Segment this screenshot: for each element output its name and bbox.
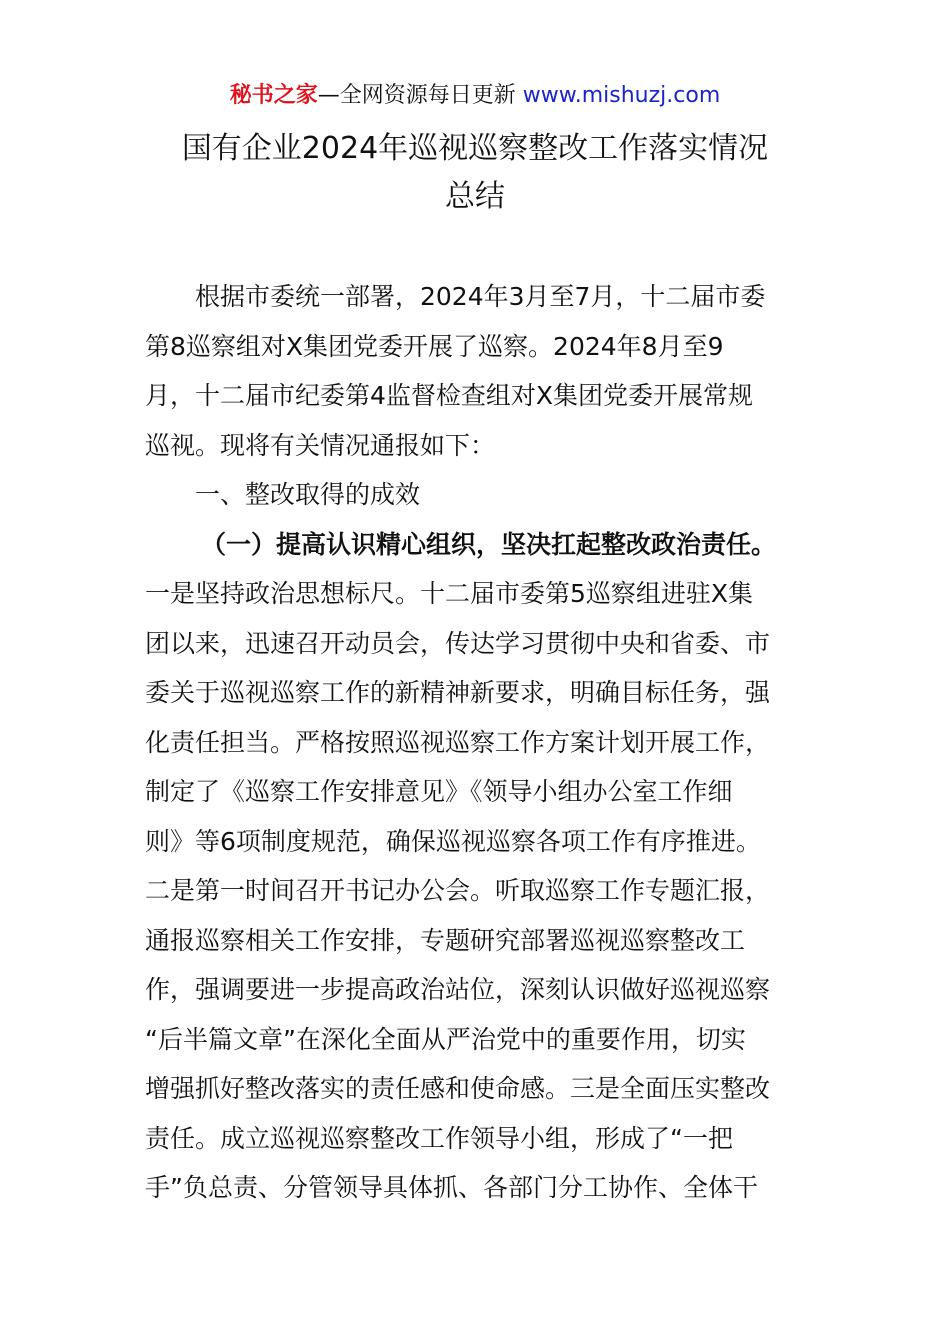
section-heading: 一、整改取得的成效 bbox=[195, 480, 421, 509]
body-line: 月，十二届市纪委第4监督检查组对X集团党委开展常规 bbox=[145, 381, 754, 410]
site-brand: 秘书之家 bbox=[229, 83, 318, 108]
document-title-line-2: 总结 bbox=[445, 179, 505, 214]
subsection-heading: （一）提高认识精心组织，坚决扛起整改政治责任。 bbox=[201, 529, 777, 559]
body-line: 作，强调要进一步提高政治站位，深刻认识做好巡视巡察 bbox=[145, 975, 771, 1004]
site-tagline: —全网资源每日更新 bbox=[317, 83, 523, 108]
site-header bbox=[0, 80, 950, 112]
body-line: 增强抓好整改落实的责任感和使命感。三是全面压实整改 bbox=[145, 1074, 771, 1103]
document-title-line-1: 国有企业2024年巡视巡察整改工作落实情况 bbox=[181, 131, 769, 166]
body-line: 一是坚持政治思想标尺。十二届市委第5巡察组进驻X集 bbox=[145, 579, 754, 608]
document-body bbox=[145, 272, 810, 1213]
body-line: 二是第一时间召开书记办公会。听取巡察工作专题汇报， bbox=[145, 876, 771, 905]
body-line: 巡视。现将有关情况通报如下： bbox=[145, 430, 496, 460]
body-line: “后半篇文章”在深化全面从严治党中的重要作用，切实 bbox=[145, 1024, 746, 1054]
body-line: 制定了《巡察工作安排意见》《领导小组办公室工作细 bbox=[145, 777, 733, 806]
body-line: 根据市委统一部署，2024年3月至7月，十二届市委 bbox=[195, 282, 766, 311]
body-line: 手”负总责、分管领导具体抓、各部门分工协作、全体干 bbox=[145, 1173, 758, 1202]
site-url-link[interactable]: www.mishuzj.com bbox=[522, 83, 721, 108]
body-line: 委关于巡视巡察工作的新精神新要求，明确目标任务，强 bbox=[145, 678, 771, 707]
body-line: 化责任担当。严格按照巡视巡察工作方案计划开展工作， bbox=[145, 727, 771, 757]
body-line: 第8巡察组对X集团党委开展了巡察。2024年8月至9 bbox=[145, 331, 724, 361]
body-line: 责任。成立巡视巡察整改工作领导小组，形成了“一把 bbox=[145, 1123, 733, 1153]
body-line: 通报巡察相关工作安排，专题研究部署巡视巡察整改工 bbox=[145, 925, 746, 955]
body-line: 团以来，迅速召开动员会，传达学习贯彻中央和省委、市 bbox=[145, 628, 771, 658]
body-line: 则》等6项制度规范，确保巡视巡察各项工作有序推进。 bbox=[145, 826, 761, 856]
